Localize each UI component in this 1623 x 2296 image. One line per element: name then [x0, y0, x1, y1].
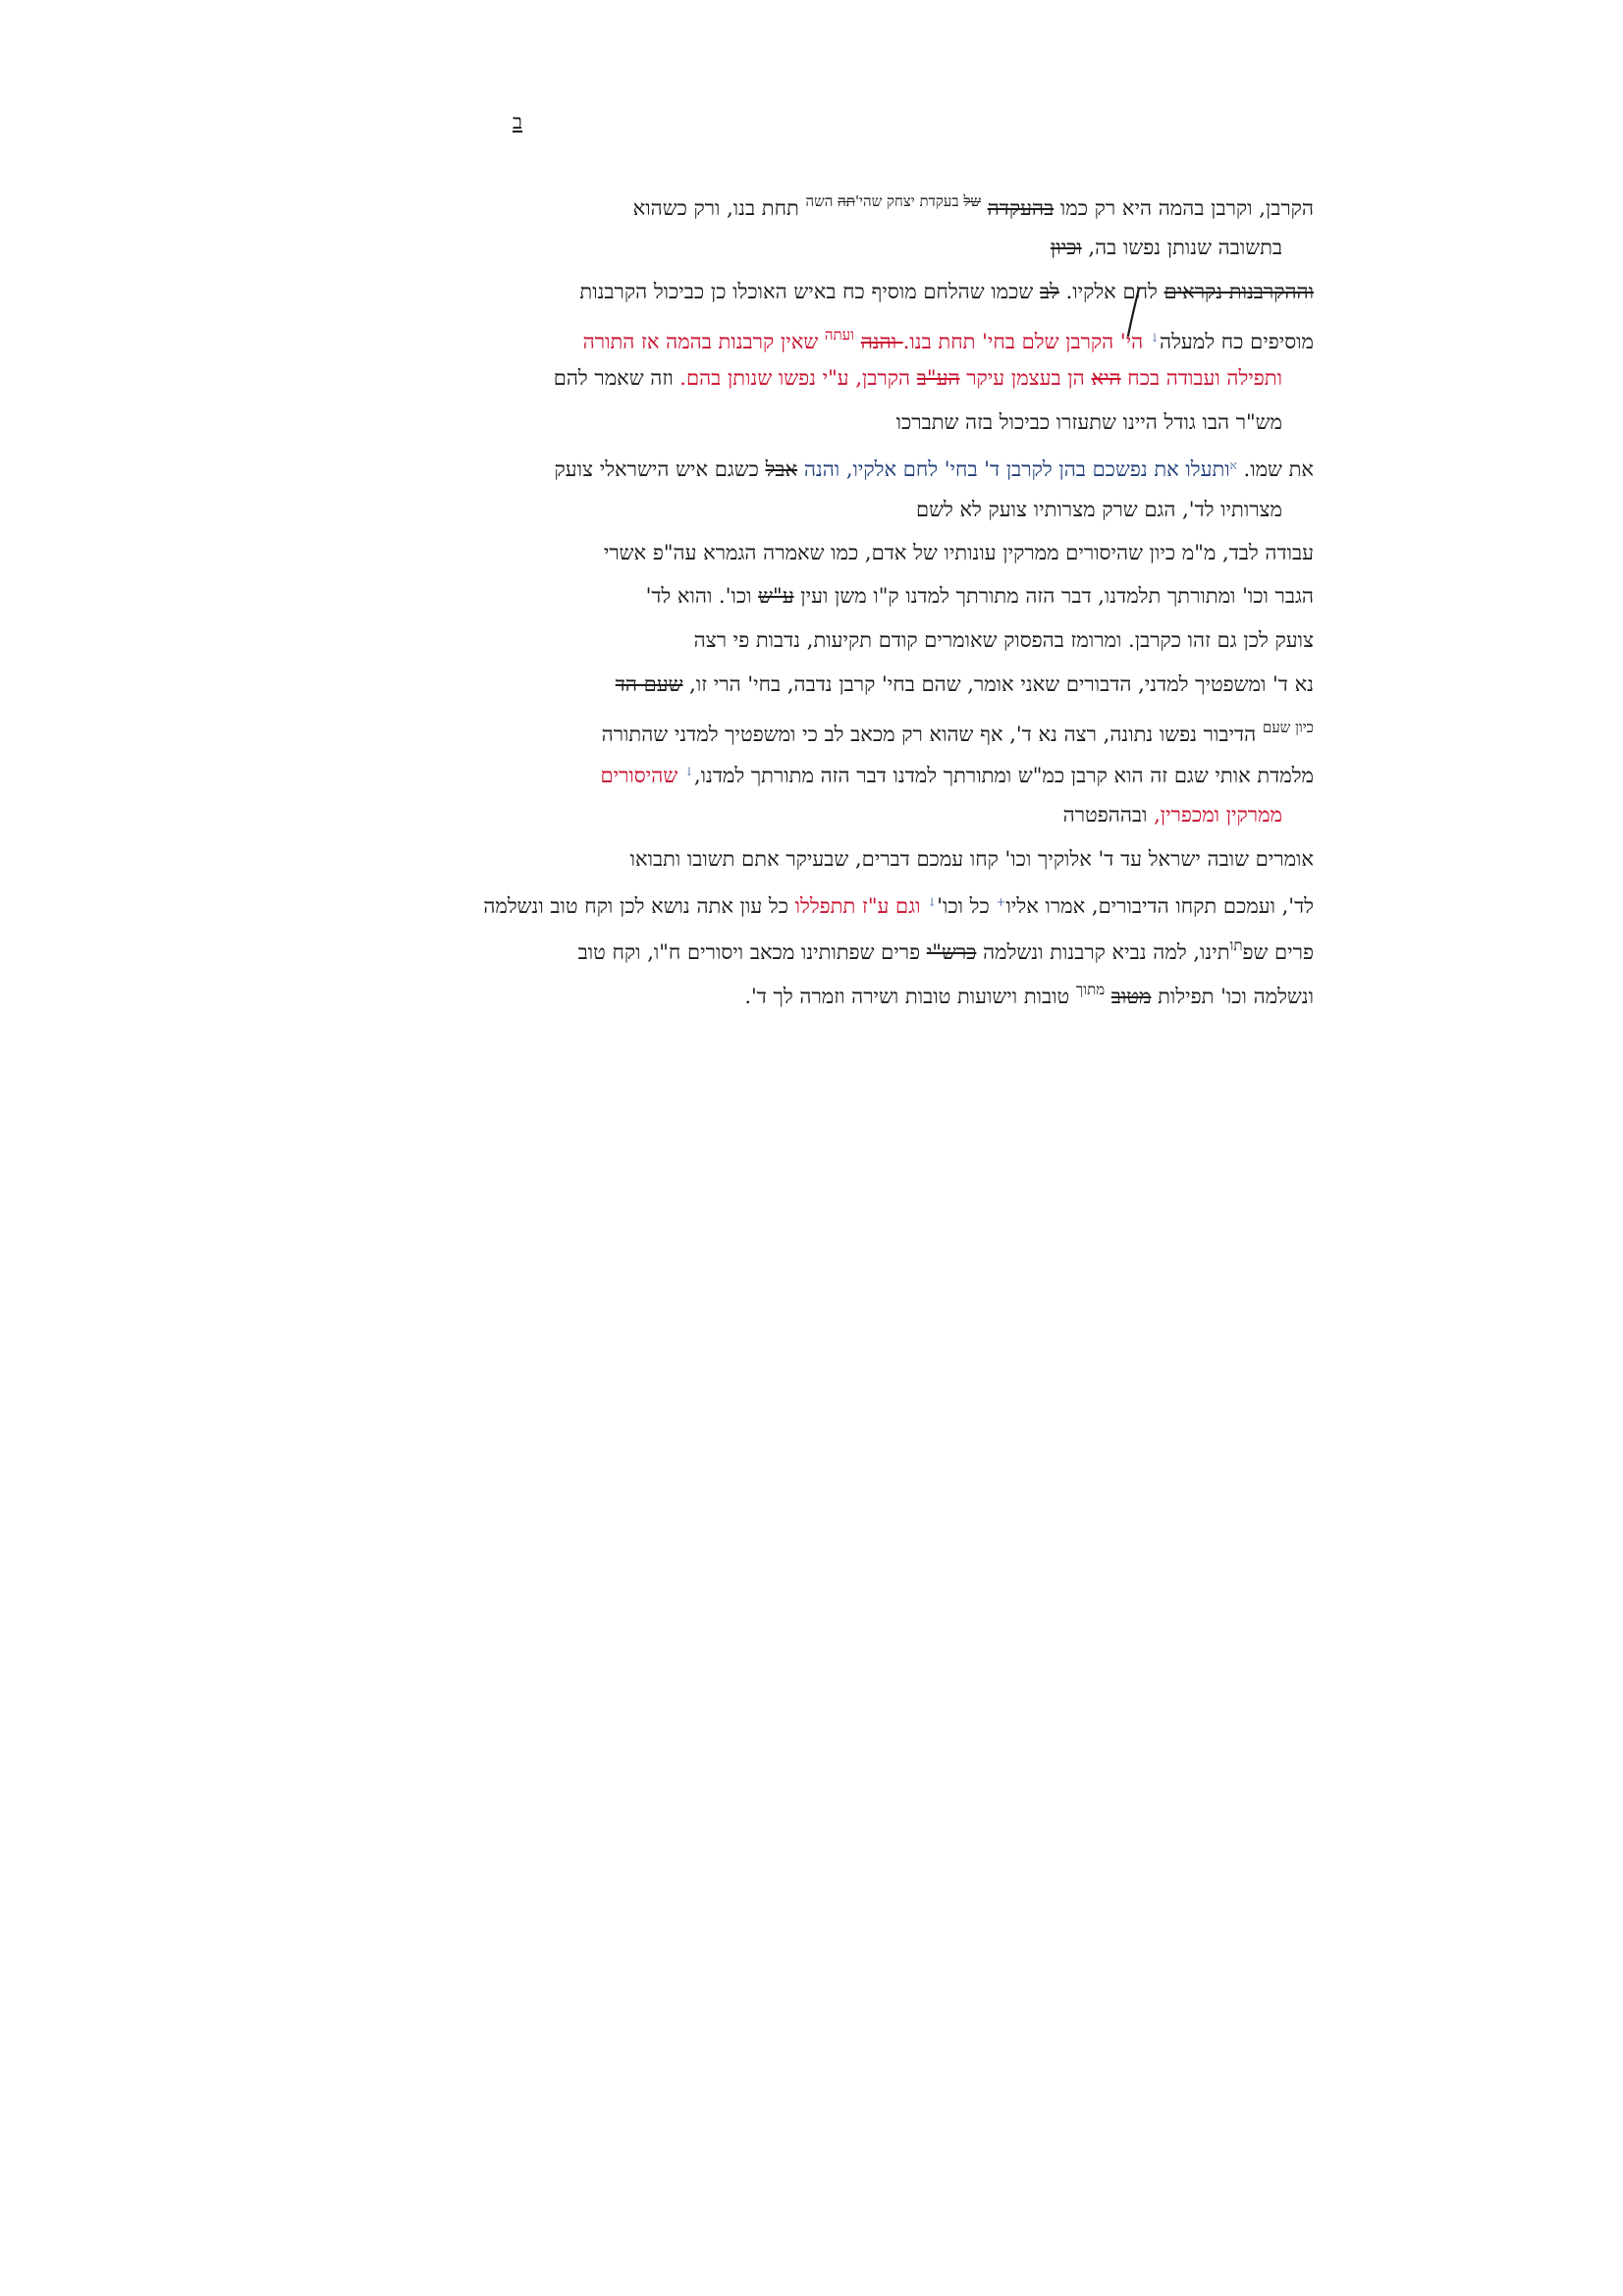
text-run: נא ד' ומשפטיך למדני, הדבורים שאני אומר, שהם בחי' קרבן נדבה, בחי' הרי זו, — [682, 672, 1314, 696]
text-run: ותפילה ועבודה בכח — [1120, 366, 1282, 390]
text-line — [579, 277, 1314, 306]
text-line — [616, 669, 1314, 699]
deleted-text: היא — [1091, 366, 1121, 390]
text-run — [981, 196, 988, 220]
text-run — [797, 457, 804, 481]
inserted-text: כיון שעם — [1262, 719, 1314, 736]
text-run: פרים שפתותינו מכאב ויסורים ח"ו, וקח טוב — [577, 940, 927, 964]
inserted-text: מתוך — [1075, 981, 1106, 998]
text-run: אומרים שובה ישראל עד ד' אלוקיך וכו' קחו עמכם דברים, שבעיקר אתם תשובו ותבואו — [629, 847, 1314, 871]
text-run: כל עון אתה נושא לכן וקח טוב ונשלמה — [483, 894, 795, 918]
text-run: הקרבן, ע"י נפשו שנותן בהם. — [679, 366, 917, 390]
text-line — [604, 538, 1314, 567]
text-run: תינו, למה נביא קרבנות ונשלמה — [976, 940, 1230, 964]
deleted-text: לב — [1039, 280, 1059, 303]
text-run: הדיבור נפשו נתונה, רצה נא ד', אף שהוא רק מכאב לב כי ומשפטיך למדני שהתורה — [601, 722, 1263, 746]
text-run: כל וכו' — [937, 894, 997, 918]
text-run: לחם אלקיו. — [1058, 280, 1164, 303]
text-run: את שמו. — [1236, 457, 1314, 481]
text-line — [555, 451, 1314, 480]
text-line — [694, 625, 1314, 655]
text-run: פרים שפ — [1242, 940, 1314, 964]
text-line — [483, 887, 1314, 917]
text-run: שכמו שהלחם מוסיף כח באיש האוכלו כן כביכול הקרבנות — [579, 280, 1040, 303]
text-run: שאין קרבנות בהמה אז התורה — [582, 330, 825, 353]
text-line — [916, 495, 1282, 524]
text-line — [1051, 233, 1282, 262]
text-line — [601, 713, 1314, 746]
text-run — [854, 330, 861, 353]
text-run: עבודה לבד, מ"מ כיון שהיסורים ממרקין עונותיו של אדם, כמו שאמרה הגמרא עה"פ אשרי — [603, 541, 1314, 564]
text-run: ותעלו את נפשכם בהן לקרבן ד' בחי' לחם אלקיו, והנה — [803, 457, 1230, 481]
text-run: כשגם איש הישראלי צועק — [554, 457, 766, 481]
deleted-text: שעם הד — [615, 672, 683, 696]
text-run: הקרבן, וקרבן בהמה היא רק כמו — [1054, 196, 1314, 220]
text-line — [601, 757, 1315, 786]
text-run: מלמדת אותי שגם זה הוא קרבן כמ"ש ומתורתך למדנו דבר הזה מתורתך למדנו, — [693, 764, 1314, 787]
page-number: ב — [513, 110, 523, 133]
deleted-text: וההקרבנות נקראים — [1163, 280, 1314, 303]
text-line — [582, 320, 1314, 353]
text-line — [577, 931, 1314, 964]
text-run: הגבר וכו' ומתורתך תלמדנו, דבר הזה מתורתך למדנו ק"ו משן ועין — [793, 584, 1314, 608]
text-run: צועק לכן גם זהו כקרבן. ומרומז בהפסוק שאומרים קודם תקיעות, נדבות פי רצה — [693, 628, 1314, 652]
text-run: ממרקין ומכפרין, — [1154, 803, 1282, 827]
text-run: הי' הקרבן שלם בחי' תחת בנו. — [902, 330, 1150, 353]
text-run: לד', ועמכם תקחו הדיבורים, אמרו אליו — [1005, 894, 1314, 918]
text-run: טובות וישועות טובות ושירה וזמרה לך ד'. — [744, 985, 1076, 1008]
text-run: הן בעצמן עיקר — [959, 366, 1092, 390]
deleted-text: ע"ש — [758, 584, 794, 608]
inserted-text: בעקדת יצחק שהי' — [854, 192, 964, 210]
inserted-text: השה — [805, 192, 839, 210]
editor-mark-icon: ↓ — [927, 895, 938, 909]
deleted-text: הע"ב — [916, 366, 960, 390]
editor-mark-icon: ↓ — [683, 765, 694, 778]
text-run: מש"ר הבו גודל היינו שתעזרו כביכול בזה שתברכו — [895, 410, 1282, 434]
text-line — [630, 844, 1314, 874]
deleted-text: כרש"י — [926, 940, 977, 964]
text-run: ובההפטרה — [1062, 803, 1155, 827]
deleted-text: והנה — [860, 330, 903, 353]
inserted-text: ועתה — [824, 326, 855, 344]
text-line — [1063, 800, 1282, 829]
text-line — [744, 975, 1314, 1008]
text-run: וכו'. והוא לד' — [645, 584, 759, 608]
text-run: תחת בנו, ורק כשהוא — [632, 196, 806, 220]
editor-mark-icon: א — [1229, 458, 1237, 472]
text-run — [1105, 985, 1111, 1008]
text-run: ונשלמה וכו' תפילות — [1151, 985, 1314, 1008]
text-run: וזה שאמר להם — [553, 366, 680, 390]
text-run: מוסיפים כח למעלה — [1160, 330, 1314, 353]
deleted-text: אבל — [765, 457, 798, 481]
text-line — [646, 581, 1314, 611]
deleted-text: של — [963, 192, 981, 210]
text-line — [554, 363, 1282, 393]
text-line — [896, 407, 1282, 437]
text-run: וגם ע"ז תתפללו — [794, 894, 928, 918]
text-run: בתשובה שנותן נפשו בה, — [1081, 236, 1282, 259]
deleted-text: מטוב — [1110, 985, 1152, 1008]
editor-mark-icon: + — [996, 895, 1006, 909]
text-run: מצרותיו לד', הגם שרק מצרותיו צועק לא לשם — [915, 498, 1282, 521]
editor-mark-icon: ↓ — [1149, 331, 1160, 345]
deleted-text: תה — [838, 192, 855, 210]
inserted-text: תו — [1229, 936, 1243, 954]
text-run: שהיסורים — [600, 764, 684, 787]
deleted-text: וכיון — [1050, 236, 1082, 259]
text-line — [632, 187, 1314, 220]
deleted-text: בהעקדה — [987, 196, 1055, 220]
